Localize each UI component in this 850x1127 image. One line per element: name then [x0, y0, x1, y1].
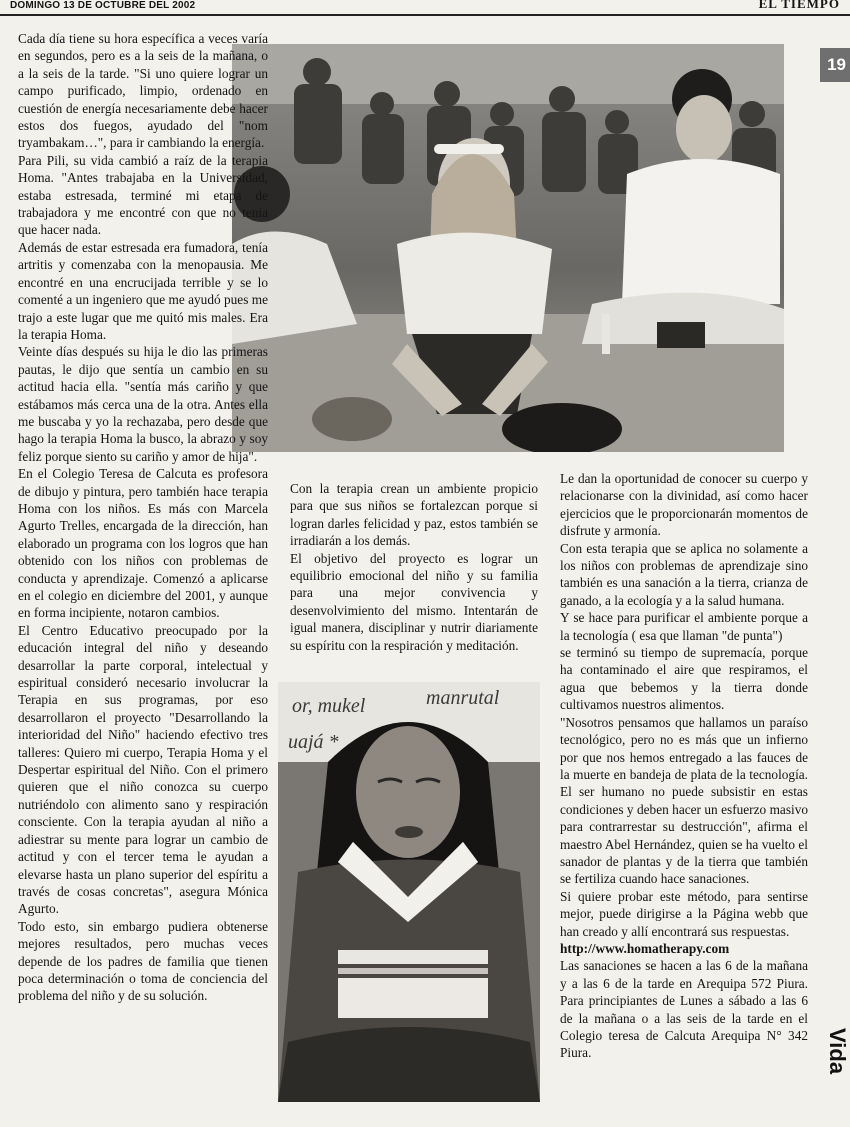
page-number: 19 [827, 55, 846, 74]
article-column-3 [560, 470, 808, 1062]
paragraph: Con la terapia crean un ambiente propicio para que sus niños se fortalezcan porque si logran darles felicidad y paz, estos también se irradiarán a los demás. [290, 481, 538, 549]
article-column-1 [18, 30, 268, 1005]
paragraph: Si quiere probar este método, para sentirse mejor, puede dirigirse a la Página webb que han creado y allí encontrará sus respuestas. [560, 888, 808, 939]
newspaper-masthead: EL TIEMPO [758, 0, 840, 11]
paragraph: se terminó su tiempo de supremacía, porque ha contaminado el aire que respiramos, el agua que bebemos y la tierra donde cultivamos nuestros alimentos. [560, 645, 808, 713]
website-link[interactable]: http://www.homatherapy.com [560, 940, 730, 956]
paragraph: Con esta terapia que se aplica no solamente a los niños con problemas de aprendizaje sino también es una sanación a la tierra, crianza de ganado, a la ecología y a la salud humana. [560, 540, 808, 608]
issue-date: DOMINGO 13 DE OCTUBRE DEL 2002 [10, 0, 196, 11]
paragraph: El objetivo del proyecto es lograr un equilibrio emocional del niño y su familia para una mejor convivencia y desenvolvimiento del mismo. Intentarán de igual manera, disciplinar y nutrir diariamente su espíritu con la respiración y meditación. [290, 550, 538, 653]
paragraph: Todo esto, sin embargo pudiera obtenerse mejores resultados, pero muchas veces depende de los padres de familia que tienen poca determinación o toma de conciencia del problema del niño y de su solución. [18, 918, 268, 1004]
paragraph: Y se hace para purificar el ambiente porque a la tecnología ( esa que llaman "de punta") [560, 610, 808, 643]
paragraph: Para Pili, su vida cambió a raíz de la terapia Homa. "Antes trabajaba en la Universidad, estaba estresada, terminé mi etapa de trabajadora y me encontré con que no tenía que hacer nada. [18, 152, 268, 238]
article-column-2 [290, 480, 538, 654]
paragraph: El Centro Educativo preocupado por la educación integral del niño y deseando desarrollar la parte corporal, intelectual y espiritual consideró necesario involucrar la Terapia en sus programas, por eso desarrollaron el proyecto "Desarrollando la interioridad del Niño" haciendo efectivo tres talleres: Quiero mi cuerpo, Terapia Homa y el Despertar espiritual del Niño. Con el primero quieren que el niño conozca su cuerpo nutriéndolo con alimento sano y respiración consciente. Con la terapia ayudan al niño a adiestrar su mente para lograr un cambio de actitud y con el tercer tema le ayudan a elevarse hasta un plano superior del espíritu a través de cosas concretas", asegura Mónica Agurto. [18, 622, 268, 917]
board-text-1: or, mukel [292, 695, 366, 717]
board-text-3: uajá * [288, 731, 339, 753]
paragraph: Le dan la oportunidad de conocer su cuerpo y relacionarse con la divinidad, así como hacer ejercicios que le proporcionarán momentos de disfrute y armonía. [560, 471, 808, 539]
paragraph: Además de estar estresada era fumadora, tenía artritis y comenzaba con la menopausia. Me encontré en una encrucijada terrible y se lo comenté a un ingeniero que me ayudó pues me trajo a este lugar que me quitó mis males. Era la terapia Homa. [18, 239, 268, 342]
section-label: Vida [825, 1028, 850, 1075]
paragraph: Veinte días después su hija le dio las primeras pautas, le dijo que sentía un cambio en su actitud hacia ella. "sentía más cariño y que estábamos más cerca una de la otra. Antes ella me buscaba y yo la rechazaba, pero desde que hago la terapia Homa la busco, la abrazo y soy feliz porque siento su cariño y amor de hija". [18, 344, 268, 464]
board-text-2: manrutal [426, 687, 500, 709]
paragraph: En el Colegio Teresa de Calcuta es profesora de dibujo y pintura, pero también hace terapia Homa con los niños. Es más con Marcela Agurto Trelles, encargada de la dirección, han elaborado un programa con los logros que han obtenido con los niños con problemas de conducta y aprendizaje. Comenzó a aplicarse en el colegio en diciembre del 2001, y aunque en forma incipiente, notaron cambios. [18, 466, 268, 621]
meditating-girl-photo [278, 682, 540, 1102]
paragraph: "Nosotros pensamos que hallamos un paraíso tecnológico, pero no es más que un infierno por que nos hemos entregado a las fauces de la muerte en bandeja de plata de la tecnología. El ser humano no puede subsistir en estas condiciones y deben hacer un esfuerzo masivo para contrarrestar su destrucción", afirma el maestro Abel Hernández, quien se ha vuelto el sanador de plantas y de la tierra que también se fertiliza cuando hace sanaciones. [560, 714, 808, 887]
paragraph: Cada día tiene su hora específica a veces varía en segundos, pero es a la seis de la mañana, o a la seis de la tarde. "Si uno quiere lograr un campo purificado, limpio, ordenado en cuestión de energía necesariamente debe hacer estos dos fuegos, ayudado del "nom tryambakam…", para ir cambiando la energía. [18, 31, 268, 151]
page-header [0, 0, 850, 16]
group-therapy-photo [232, 44, 784, 452]
paragraph: Las sanaciones se hacen a las 6 de la mañana y a las 6 de la tarde en Arequipa 572 Piura. Para principiantes de Lunes a sábado a las 6 de la mañana o a las seis de la tarde en el Colegio teresa de Calcuta Arequipa N° 342 Piura. [560, 958, 808, 1061]
